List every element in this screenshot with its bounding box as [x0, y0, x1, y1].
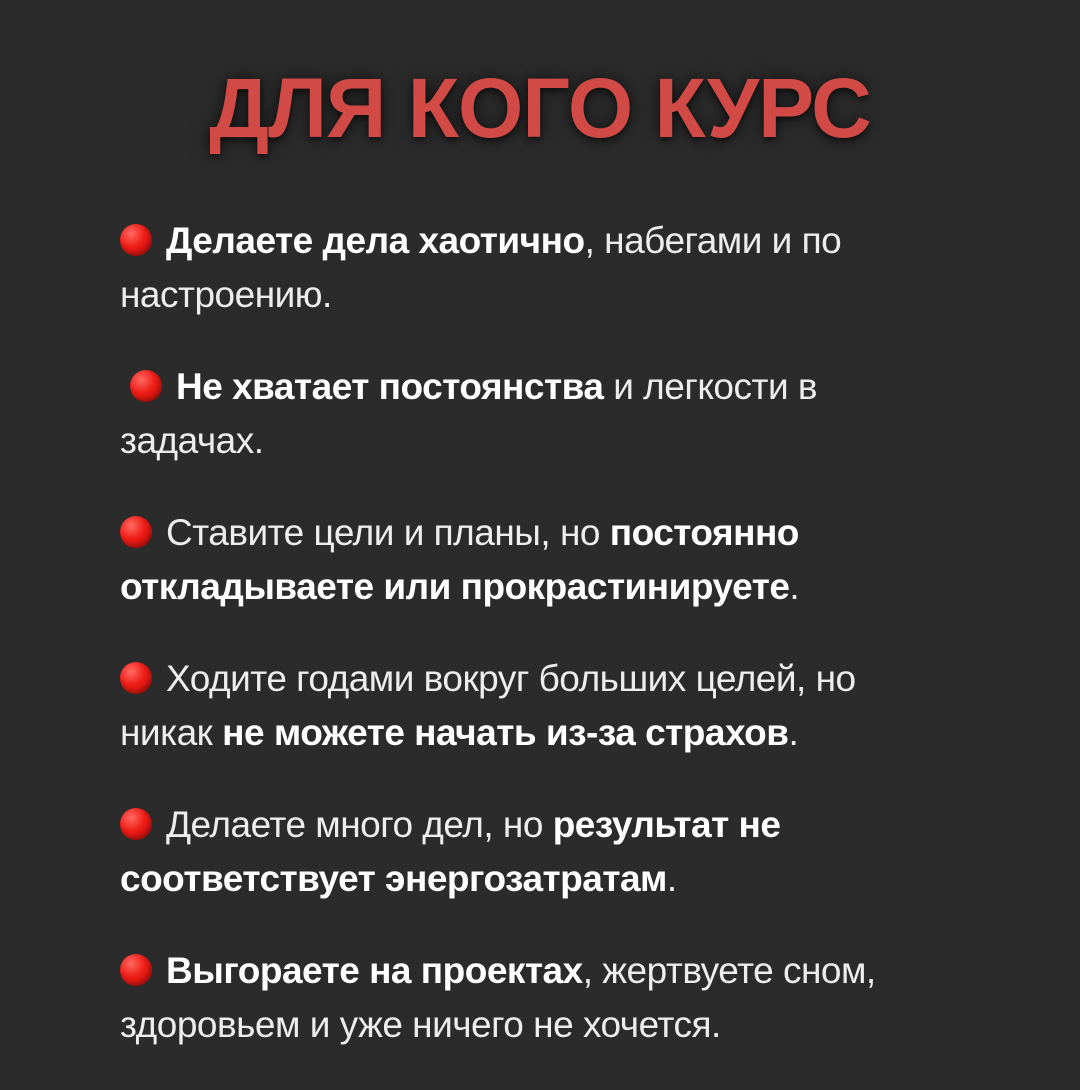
red-circle-icon [120, 224, 152, 256]
item-bold-text: результат не соответствует энергозатратам [120, 804, 781, 899]
item-text: , набегами и по настроению. [120, 220, 842, 315]
item-bold-text: постоянно откладываете или прокрастинируете [120, 512, 799, 607]
red-circle-icon [120, 808, 152, 840]
item-text: Ходите годами вокруг больших целей, но никак [120, 658, 856, 753]
item-bold-lead: Не хватает постоянства [176, 366, 604, 407]
red-circle-icon [120, 516, 152, 548]
list-item [120, 214, 940, 322]
item-text: Делаете много дел, но [166, 804, 553, 845]
red-circle-icon [120, 954, 152, 986]
item-text-end: . [789, 566, 800, 607]
item-bold-lead: Делаете дела хаотично [166, 220, 585, 261]
list-item [120, 652, 940, 760]
item-text: и легкости в задачах. [120, 366, 818, 461]
list-item [120, 506, 940, 614]
item-text: , жертвуете сном, здоровьем и уже ничего не хочется. [120, 950, 876, 1045]
red-circle-icon [130, 370, 162, 402]
audience-list [120, 214, 940, 1090]
list-item [120, 360, 940, 468]
item-text-end: . [666, 858, 677, 899]
item-bold-lead: Выгораете на проектах [166, 950, 583, 991]
item-text: Ставите цели и планы, но [166, 512, 610, 553]
page-title: ДЛЯ КОГО КУРС [209, 61, 871, 155]
list-item [120, 798, 940, 906]
red-circle-icon [120, 662, 152, 694]
list-item [120, 944, 940, 1052]
item-text-end: . [788, 712, 799, 753]
item-bold-text: не можете начать из-за страхов [222, 712, 789, 753]
